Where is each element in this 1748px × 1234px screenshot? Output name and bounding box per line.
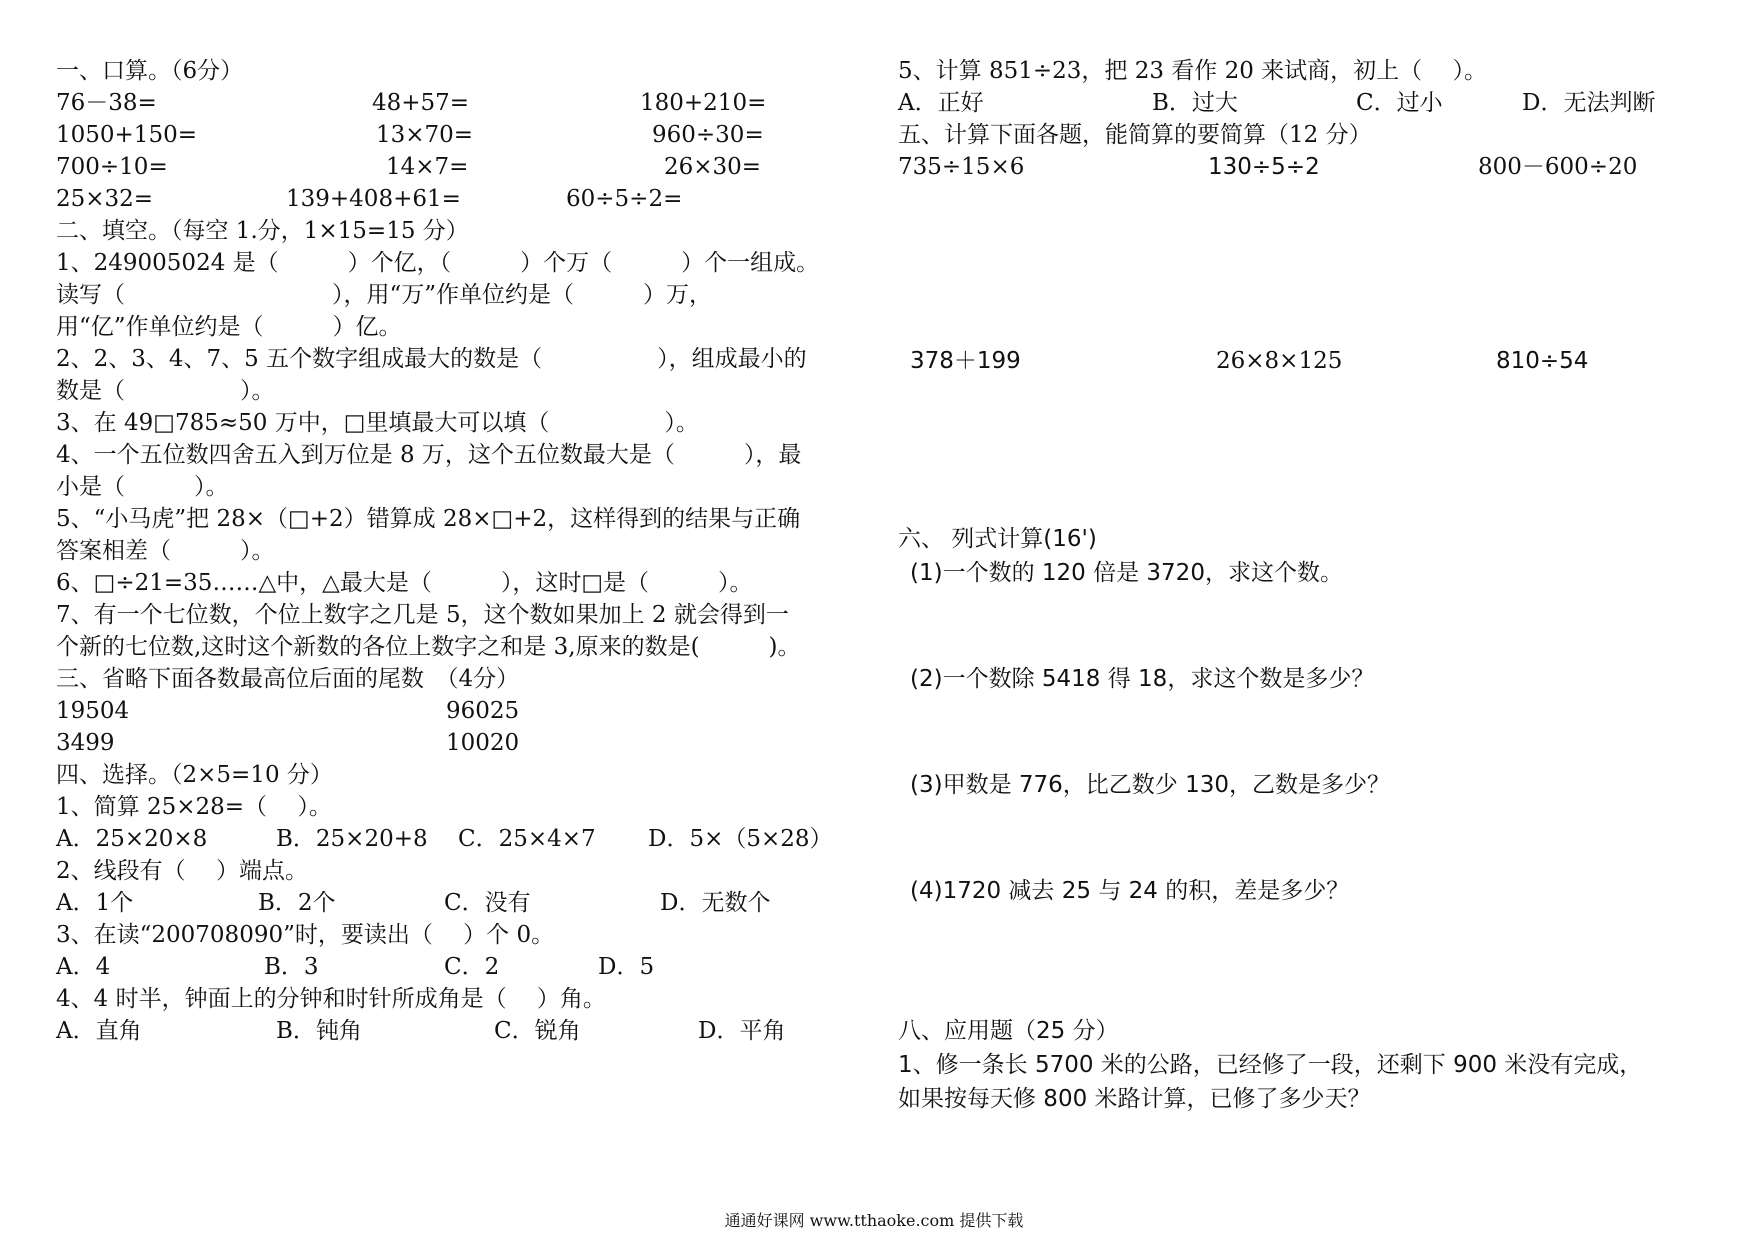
word-problem: (4)1720 减去 25 与 24 的积，差是多少？ — [910, 878, 1350, 904]
section3-title: 三、省略下面各数最高位后面的尾数 （4分） — [56, 666, 520, 692]
word-problem: (2)一个数除 5418 得 18，求这个数是多少？ — [910, 666, 1375, 692]
mental-math-item: 14×7= — [386, 154, 469, 180]
section1-title: 一、口算。（6分） — [56, 58, 244, 84]
mental-math-item: 139+408+61= — [286, 186, 461, 212]
round-number: 96025 — [446, 698, 520, 724]
section8-title: 八、应用题（25 分） — [898, 1018, 1119, 1044]
word-problem: 如果按每天修 800 米路计算，已修了多少天？ — [898, 1086, 1371, 1112]
choice-option: A．25×20×8 — [56, 826, 208, 852]
choice-option: B．25×20+8 — [276, 826, 428, 852]
word-problem: 1、修一条长 5700 米的公路，已经修了一段，还剩下 900 米没有完成， — [898, 1052, 1643, 1078]
fill-blank-line: 数是（ ）。 — [56, 378, 275, 404]
calc-expression: 26×8×125 — [1216, 348, 1343, 374]
choice-option: C．锐角 — [494, 1018, 581, 1044]
choice-question: 2、线段有（ ）端点。 — [56, 858, 308, 884]
choice-option: D．无数个 — [660, 890, 771, 916]
choice-option: D．5×（5×28） — [648, 826, 833, 852]
choice-option: B．2个 — [258, 890, 336, 916]
choice-option: B．钝角 — [276, 1018, 362, 1044]
word-problem: (1)一个数的 120 倍是 3720，求这个数。 — [910, 560, 1343, 586]
choice-question: 1、简算 25×28=（ ）。 — [56, 794, 332, 820]
choice-question: 3、在读“200708090”时，要读出（ ）个 0。 — [56, 922, 555, 948]
calc-expression: 735÷15×6 — [898, 154, 1025, 180]
calc-expression: 800－600÷20 — [1478, 154, 1638, 180]
fill-blank-line: 用“亿”作单位约是（ ）亿。 — [56, 314, 402, 340]
fill-blank-line: 答案相差（ ）。 — [56, 538, 275, 564]
choice-option: A．正好 — [898, 90, 984, 116]
choice-option: A．直角 — [56, 1018, 142, 1044]
mental-math-item: 13×70= — [376, 122, 474, 148]
fill-blank-line: 小是（ ）。 — [56, 474, 229, 500]
choice-option: B．过大 — [1152, 90, 1238, 116]
mental-math-item: 960÷30= — [652, 122, 764, 148]
mental-math-item: 700÷10= — [56, 154, 168, 180]
choice-option: C．25×4×7 — [458, 826, 596, 852]
round-number: 10020 — [446, 730, 520, 756]
fill-blank-line: 7、有一个七位数，个位上数字之几是 5，这个数如果加上 2 就会得到一 — [56, 602, 789, 628]
mental-math-item: 1050+150= — [56, 122, 197, 148]
mental-math-item: 76－38= — [56, 90, 157, 116]
fill-blank-line: 1、249005024 是（ ）个亿，（ ）个万（ ）个一组成。 — [56, 250, 820, 276]
fill-blank-line: 2、2、3、4、7、5 五个数字组成最大的数是（ ），组成最小的 — [56, 346, 807, 372]
calc-expression: 130÷5÷2 — [1208, 154, 1320, 180]
calc-expression: 378＋199 — [910, 348, 1021, 374]
fill-blank-line: 6、□÷21=35……△中，△最大是（ ），这时□是（ ）。 — [56, 570, 753, 596]
calc-expression: 810÷54 — [1496, 348, 1589, 374]
mental-math-item: 25×32= — [56, 186, 154, 212]
choice-option: D．平角 — [698, 1018, 786, 1044]
fill-blank-line: 4、一个五位数四舍五入到万位是 8 万，这个五位数最大是（ ），最 — [56, 442, 802, 468]
fill-blank-line: 个新的七位数,这时这个新数的各位上数字之和是 3,原来的数是( )。 — [56, 634, 801, 660]
choice-option: A．1个 — [56, 890, 134, 916]
choice-option: A．4 — [56, 954, 111, 980]
section2-title: 二、填空。（每空 1.分，1×15=15 分） — [56, 218, 469, 244]
choice-question: 5、计算 851÷23，把 23 看作 20 来试商，初上（ ）。 — [898, 58, 1487, 84]
choice-option: C．2 — [444, 954, 500, 980]
word-problem: (3)甲数是 776，比乙数少 130，乙数是多少？ — [910, 772, 1391, 798]
choice-option: D．5 — [598, 954, 655, 980]
mental-math-item: 180+210= — [640, 90, 767, 116]
footer-credit: 通通好课网 www.tthaoke.com 提供下载 — [724, 1211, 1024, 1230]
choice-option: C．没有 — [444, 890, 531, 916]
mental-math-item: 60÷5÷2= — [566, 186, 683, 212]
round-number: 3499 — [56, 730, 115, 756]
section6-title: 六、 列式计算(16') — [898, 526, 1097, 552]
choice-question: 4、4 时半，钟面上的分钟和时针所成角是（ ）角。 — [56, 986, 606, 1012]
mental-math-item: 48+57= — [372, 90, 470, 116]
section5-title: 五、计算下面各题，能简算的要简算（12 分） — [898, 122, 1372, 148]
choice-option: D．无法判断 — [1522, 90, 1656, 116]
choice-option: C．过小 — [1356, 90, 1443, 116]
choice-option: B．3 — [264, 954, 319, 980]
mental-math-item: 26×30= — [664, 154, 762, 180]
fill-blank-line: 读写（ ），用“万”作单位约是（ ）万， — [56, 282, 713, 308]
fill-blank-line: 3、在 49□785≈50 万中，□里填最大可以填（ ）。 — [56, 410, 699, 436]
fill-blank-line: 5、“小马虎”把 28×（□+2）错算成 28×□+2，这样得到的结果与正确 — [56, 506, 801, 532]
round-number: 19504 — [56, 698, 130, 724]
section4-title: 四、选择。（2×5=10 分） — [56, 762, 333, 788]
